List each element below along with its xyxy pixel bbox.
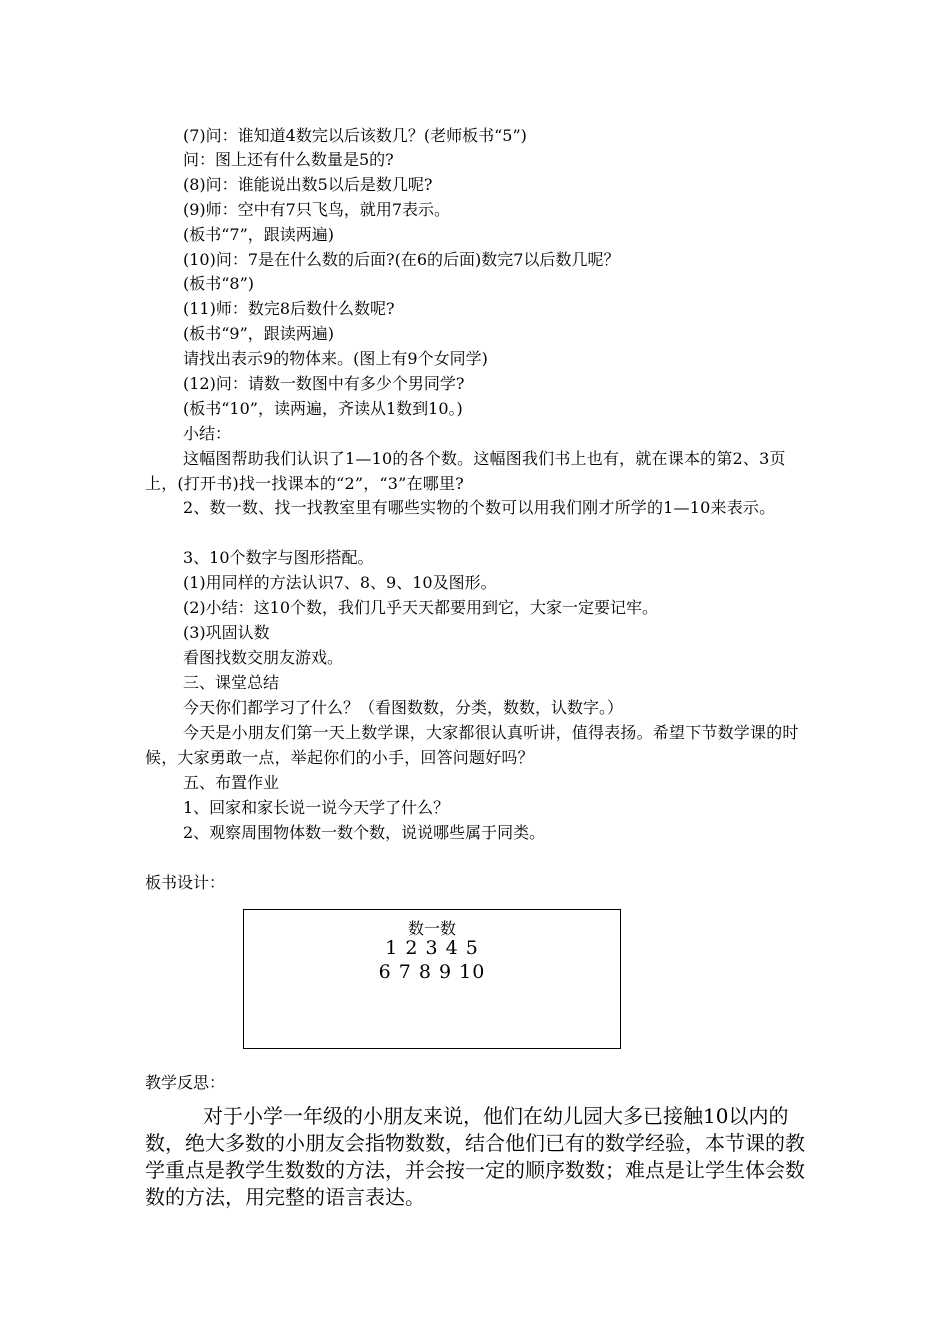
board-design-label: 板书设计： [145, 873, 226, 892]
text-line: (10)问：7是在什么数的后面?(在6的后面)数完7以后数几呢？ [183, 250, 620, 269]
reflection-paragraph: 对于小学一年级的小朋友来说，他们在幼儿园大多已接触10以内的数，绝大多数的小朋友会指物数数，结合他们已有的数学经验，本节课的教学重点是教学生数数的方法，并会按一定的顺序数数；难点是让学生体会数数的方法，用完整的语言表达。 [145, 1104, 805, 1209]
text-line: (2)小结：这10个数，我们几乎天天都要用到它，大家一定要记牢。 [183, 598, 659, 617]
praise-paragraph: 今天是小朋友们第一天上数学课，大家都很认真听讲，值得表扬。希望下节数学课的时候，大家勇敢一点，举起你们的小手，回答问题好吗？ [145, 723, 799, 767]
text-line: (板书“10”，读两遍，齐读从1数到10。) [183, 399, 463, 418]
board-numbers-row: 1 2 3 4 5 [385, 937, 479, 959]
text-line: 1、回家和家长说一说今天学了什么？ [183, 798, 450, 817]
text-line: (7)问：谁知道4数完以后该数几？(老师板书“5”) [183, 126, 527, 145]
text-line: (板书“7”，跟读两遍) [183, 225, 335, 244]
board-numbers-row: 6 7 8 9 10 [378, 961, 486, 983]
board-design-box [243, 909, 621, 1049]
count-paragraph: 2、数一数、找一找教室里有哪些实物的个数可以用我们刚才所学的1—10来表示。 [183, 498, 776, 517]
summary-paragraph: 这幅图帮助我们认识了1—10的各个数。这幅图我们书上也有，就在课本的第2、3页上，(打开书)找一找课本的“2”，“3”在哪里? [145, 449, 786, 493]
reflection-label: 教学反思： [145, 1073, 226, 1092]
text-line: (9)师：空中有7只飞鸟，就用7表示。 [183, 200, 451, 219]
board-title: 数一数 [407, 919, 456, 938]
text-line: (1)用同样的方法认识7、8、9、10及图形。 [183, 573, 497, 592]
text-line: (板书“9”，跟读两遍) [183, 324, 335, 343]
text-line: 请找出表示9的物体来。(图上有9个女同学) [183, 349, 488, 368]
text-line: (12)问：请数一数图中有多少个男同学? [183, 374, 465, 393]
text-line: 今天你们都学习了什么？（看图数数，分类，数数，认数字。） [183, 698, 624, 717]
section-heading: 五、布置作业 [183, 773, 280, 792]
text-line: (板书“8”) [183, 274, 255, 293]
text-line: 问：图上还有什么数量是5的? [183, 150, 394, 169]
text-line: 3、10个数字与图形搭配。 [183, 548, 374, 567]
text-line: (8)问：谁能说出数5以后是数几呢? [183, 175, 433, 194]
text-line: (3)巩固认数 [183, 623, 270, 642]
text-line: (11)师：数完8后数什么数呢? [183, 299, 395, 318]
text-line: 2、观察周围物体数一数个数，说说哪些属于同类。 [183, 823, 546, 842]
section-heading: 三、课堂总结 [183, 673, 280, 692]
text-line: 看图找数交朋友游戏。 [183, 648, 344, 667]
text-line: 小结： [183, 424, 232, 443]
